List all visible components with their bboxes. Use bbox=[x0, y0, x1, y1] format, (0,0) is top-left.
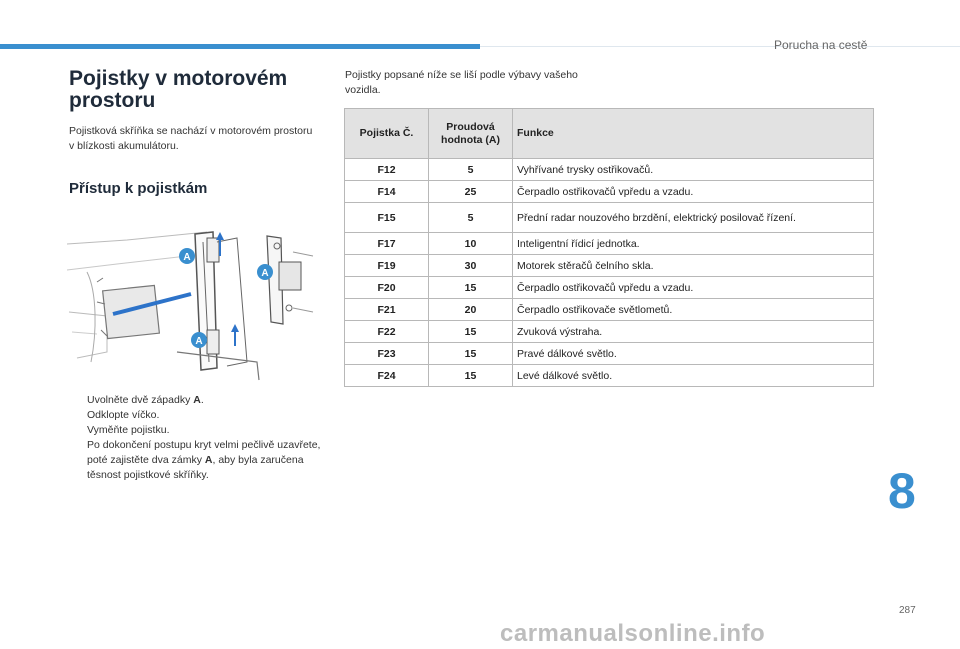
intro-paragraph: Pojistková skříňka se nachází v motorovém prostoru v blízkosti akumulátoru. bbox=[69, 125, 313, 152]
fuse-table bbox=[344, 108, 874, 387]
table-row: F17 10 Inteligentní řídicí jednotka. bbox=[345, 233, 874, 255]
page-title: Pojistky v motorovém prostoru bbox=[69, 67, 288, 112]
instruction-step: Po dokončení postupu kryt velmi pečlivě uzavřete, poté zajistěte dva zámky A, aby byla zaručena těsnost pojistkové skříňky. bbox=[87, 439, 321, 481]
chapter-number: 8 bbox=[888, 463, 916, 519]
page-number: 287 bbox=[899, 605, 916, 616]
top-rule bbox=[480, 46, 960, 47]
fuse-box-illustration bbox=[67, 212, 315, 384]
instruction-list bbox=[69, 393, 331, 483]
instruction-step: Odklopte víčko. bbox=[87, 409, 160, 421]
table-row: F12 5 Vyhřívané trysky ostřikovačů. bbox=[345, 159, 874, 181]
table-row: F21 20 Čerpadlo ostřikovače světlometů. bbox=[345, 299, 874, 321]
table-header-row bbox=[345, 109, 874, 159]
subheading: Přístup k pojistkám bbox=[69, 180, 208, 197]
table-row: F14 25 Čerpadlo ostřikovačů vpředu a vzadu. bbox=[345, 181, 874, 203]
table-row: F23 15 Pravé dálkové světlo. bbox=[345, 343, 874, 365]
table-row: F20 15 Čerpadlo ostřikovačů vpředu a vzadu. bbox=[345, 277, 874, 299]
section-title: Porucha na cestě bbox=[774, 38, 868, 52]
table-row: F19 30 Motorek stěračů čelního skla. bbox=[345, 255, 874, 277]
column-header-current: Proudová hodnota (A) bbox=[429, 109, 513, 159]
watermark: carmanualsonline.info bbox=[500, 620, 766, 647]
latch-marker-label: A bbox=[261, 268, 269, 279]
top-accent-bar bbox=[0, 44, 480, 49]
instruction-step: Vyměňte pojistku. bbox=[87, 424, 170, 436]
latch-marker-label: A bbox=[183, 252, 191, 263]
table-row: F22 15 Zvuková výstraha. bbox=[345, 321, 874, 343]
column-header-function: Funkce bbox=[513, 109, 874, 159]
table-row: F15 5 Přední radar nouzového brzdění, elektrický posilovač řízení. bbox=[345, 203, 874, 233]
instruction-step: Uvolněte dvě západky A. bbox=[87, 394, 204, 406]
column-header-fuse: Pojistka Č. bbox=[345, 109, 429, 159]
table-row: F24 15 Levé dálkové světlo. bbox=[345, 365, 874, 387]
latch-marker-label: A bbox=[195, 336, 203, 347]
table-intro: Pojistky popsané níže se liší podle výbavy vašeho vozidla. bbox=[345, 69, 578, 96]
